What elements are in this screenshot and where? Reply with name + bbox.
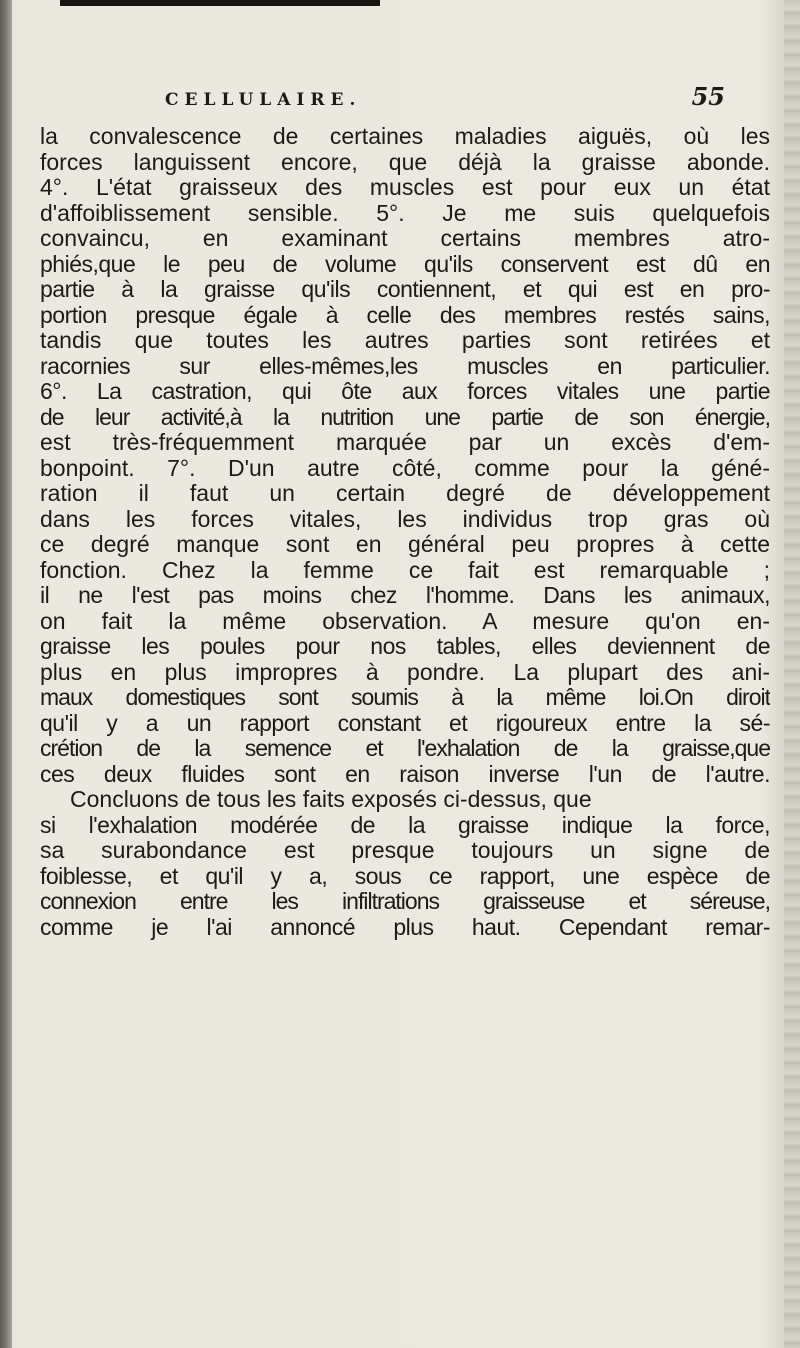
text-line: sa surabondance est presque toujours un signe de	[40, 838, 770, 863]
text-line: crétion de la semence et l'exhalation de la graisse,que	[40, 736, 770, 761]
text-line: on fait la même observation. A mesure qu'on en-	[40, 608, 770, 634]
text-line: ces deux fluides sont en raison inverse l'un de l'autre.	[40, 761, 770, 787]
text-line: dans les forces vitales, les individus trop gras où	[40, 506, 770, 532]
text-line: comme je l'ai annoncé plus haut. Cependant remar-	[40, 914, 770, 940]
text-line: forces languissent encore, que déjà la graisse abonde.	[40, 149, 770, 175]
text-line: plus en plus impropres à pondre. La plupart des ani-	[40, 659, 770, 685]
text-line: tandis que toutes les autres parties sont retirées et	[40, 328, 770, 353]
page-header	[165, 82, 725, 124]
page-number: 55	[691, 82, 725, 111]
text-line: partie à la graisse qu'ils contiennent, et qui est en pro-	[40, 277, 770, 302]
text-line: qu'il y a un rapport constant et rigoureux entre la sé-	[40, 710, 770, 736]
text-line: fonction. Chez la femme ce fait est remarquable ;	[40, 557, 770, 583]
text-line: convaincu, en examinant certains membres atro-	[40, 226, 770, 251]
top-edge-shadow	[60, 0, 380, 6]
text-line: 4°. L'état graisseux des muscles est pour eux un état	[40, 175, 770, 200]
text-line: si l'exhalation modérée de la graisse indique la force,	[40, 812, 770, 838]
running-head: CELLULAIRE.	[165, 90, 362, 110]
text-line: bonpoint. 7°. D'un autre côté, comme pour la géné-	[40, 455, 770, 481]
right-page-edge	[784, 0, 800, 1348]
text-line: il ne l'est pas moins chez l'homme. Dans les animaux,	[40, 583, 770, 608]
text-line: foiblesse, et qu'il y a, sous ce rapport, une espèce de	[40, 863, 770, 889]
text-line: connexion entre les infiltrations graisseuse et séreuse,	[40, 889, 770, 914]
text-line: ration il faut un certain degré de développement	[40, 481, 770, 506]
text-line: 6°. La castration, qui ôte aux forces vitales une partie	[40, 379, 770, 404]
text-line: ce degré manque sont en général peu propres à cette	[40, 532, 770, 557]
text-block	[40, 82, 778, 940]
text-line: de leur activité,à la nutrition une partie de son énergie,	[40, 404, 770, 430]
text-line: la convalescence de certaines maladies aiguës, où les	[40, 124, 770, 149]
text-line: maux domestiques sont soumis à la même loi.On diroit	[40, 685, 770, 710]
text-line: racornies sur elles-mêmes,les muscles en particulier.	[40, 353, 770, 379]
text-line: portion presque égale à celle des membres restés sains,	[40, 302, 770, 328]
text-line: phiés,que le peu de volume qu'ils conservent est dû en	[40, 251, 770, 277]
text-line: graisse les poules pour nos tables, elles deviennent de	[40, 634, 770, 659]
text-line: Concluons de tous les faits exposés ci-dessus, que	[70, 787, 592, 812]
text-line: est très-fréquemment marquée par un excès d'em-	[40, 430, 770, 455]
text-line: d'affoiblissement sensible. 5°. Je me suis quelquefois	[40, 200, 770, 226]
left-binding-edge	[0, 0, 12, 1348]
